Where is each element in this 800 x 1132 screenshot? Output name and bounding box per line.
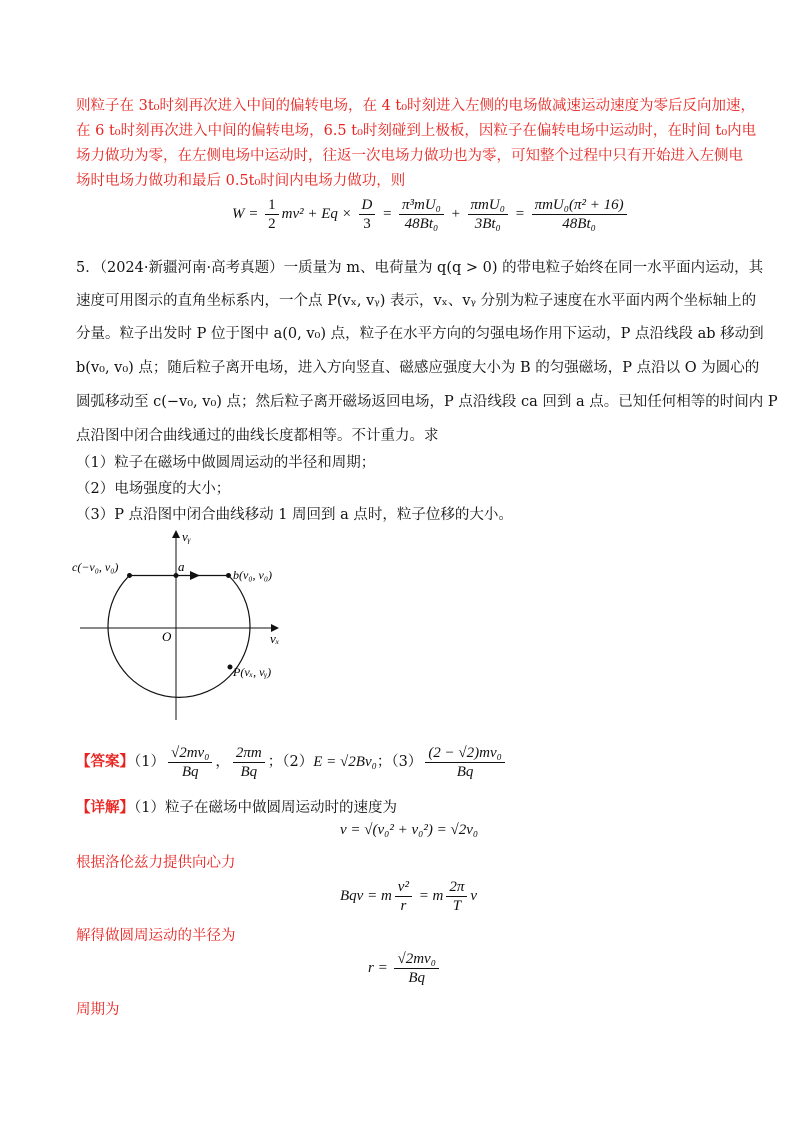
p-label: P(vₓ, vᵧ) bbox=[233, 665, 272, 679]
c-label: c(−v₀, v₀) bbox=[72, 560, 119, 574]
question-2: （2）电场强度的大小； bbox=[76, 481, 231, 497]
detail-line-2: 根据洛伦兹力提供向心力 bbox=[76, 855, 236, 871]
problem-line-2: 速度可用图示的直角坐标系内，一个点 P(vₓ, vᵧ) 表示，vₓ、vᵧ 分别为粒子速度在水平面内两个坐标轴上的 bbox=[76, 293, 757, 309]
answer-line: 【答案】（1） $\frac{\text{√2mv₀}}{Bq}$ ， $\frac{2\pi m}{Bq}$ ；（2）E = √2Bv₀；（3） $\frac{\text{(2 − √2)mv₀}}{Bq}$ bbox=[76, 744, 508, 781]
direction-arrow bbox=[190, 571, 200, 580]
a-label: a bbox=[178, 559, 185, 574]
magnetic-arc bbox=[108, 576, 250, 698]
point-p bbox=[228, 665, 233, 670]
work-formula: W = $\frac{1}{2}$ mv² + Eq × $\frac{D}{3}$ = $\frac{\text{π³mU₀}}{\text{48Bt₀}}$ + $\frac{\text{πmU₀}}{\text{3Bt₀}}$ = $\frac{\text{πmU₀(π² + 16)}}{\text{48Bt₀}}$ bbox=[232, 196, 630, 233]
question-3: （3）P 点沿图中闭合曲线移动 1 周回到 a 点时，粒子位移的大小。 bbox=[76, 507, 513, 523]
radius-equation: r = $\frac{\text{√2mv₀}}{Bq}$ bbox=[368, 950, 442, 987]
detail-line-1: 【详解】（1）粒子在磁场中做圆周运动时的速度为 bbox=[76, 799, 397, 816]
velocity-diagram bbox=[60, 525, 300, 730]
point-c bbox=[127, 573, 132, 578]
solution-line-1: 则粒子在 3t₀时刻再次进入中间的偏转电场，在 4 t₀时刻进入左侧的电场做减速运动速度为零后反向加速， bbox=[76, 98, 756, 114]
lorentz-equation: Bqv = m $\frac{\text{v²}}{r}$ = m $\frac{2\pi}{T}$ v bbox=[340, 879, 478, 914]
b-label: b(v₀, v₀) bbox=[233, 568, 272, 582]
point-b bbox=[226, 573, 231, 578]
detail-line-4: 周期为 bbox=[76, 1002, 120, 1018]
detail-tag: 【详解】 bbox=[76, 799, 134, 816]
solution-line-2: 在 6 t₀时刻再次进入中间的偏转电场，6.5 t₀时刻碰到上极板，因粒子在偏转电场中运动时，在时间 t₀内电 bbox=[76, 123, 757, 139]
problem-line-6: 点沿图中闭合曲线通过的曲线长度都相等。不计重力。求 bbox=[76, 428, 439, 444]
vx-label: vₓ bbox=[270, 631, 280, 646]
question-1: （1）粒子在磁场中做圆周运动的半径和周期； bbox=[76, 455, 376, 471]
origin-label: O bbox=[162, 629, 172, 644]
problem-line-1: 5．（2024·新疆河南·高考真题）一质量为 m、电荷量为 q(q > 0) 的带电粒子始终在同一水平面内运动，其 bbox=[76, 260, 764, 276]
vy-label: vᵧ bbox=[182, 529, 191, 544]
problem-line-5: 圆弧移动至 c(−v₀, v₀) 点；然后粒子离开磁场返回电场，P 点沿线段 ca 回到 a 点。已知任何相等的时间内 P bbox=[76, 394, 778, 410]
detail-line-3: 解得做圆周运动的半径为 bbox=[76, 928, 236, 944]
solution-line-4: 场时电场力做功和最后 0.5t₀时间内电场力做功，则 bbox=[76, 173, 406, 189]
problem-line-3: 分量。粒子出发时 P 位于图中 a(0, v₀) 点，粒子在水平方向的匀强电场作用下运动，P 点沿线段 ab 移动到 bbox=[76, 326, 764, 342]
problem-line-4: b(v₀, v₀) 点；随后粒子离开电场，进入方向竖直、磁感应强度大小为 B 的匀强磁场，P 点沿以 O 为圆心的 bbox=[76, 360, 760, 376]
speed-equation: v = √(v₀² + v₀²) = √2v₀ bbox=[340, 822, 479, 838]
answer-tag: 【答案】 bbox=[76, 752, 134, 770]
solution-line-3: 场力做功为零，在左侧电场中运动时，往返一次电场力做功也为零，可知整个过程中只有开始进入左侧电 bbox=[76, 148, 743, 164]
